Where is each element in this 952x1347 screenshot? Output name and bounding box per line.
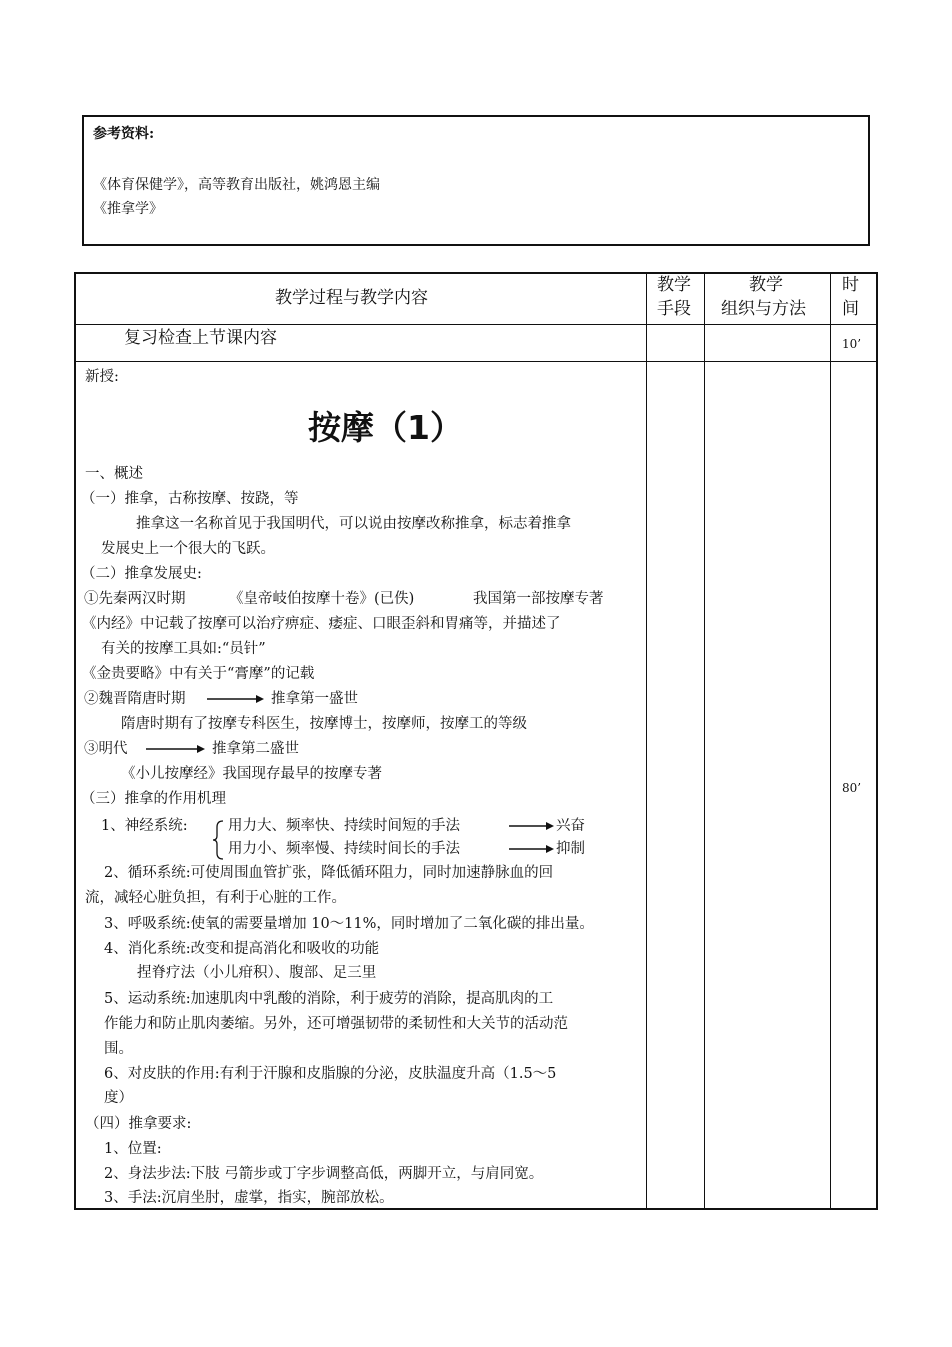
lesson-line: 推拿这一名称首见于我国明代，可以说由按摩改称推拿，标志着推拿 — [136, 516, 571, 532]
lesson-line: （四）推拿要求: — [85, 1116, 192, 1132]
lesson-line: 推拿第二盛世 — [212, 741, 299, 757]
arrow-icon — [509, 820, 555, 832]
lesson-line: 1、位置: — [104, 1141, 162, 1157]
lesson-line: 用力小、频率慢、持续时间长的手法 — [228, 841, 460, 857]
lesson-line: 抑制 — [556, 841, 585, 857]
lesson-intro: 新授: — [85, 369, 119, 385]
lesson-line: 5、运动系统:加速肌肉中乳酸的消除，利于疲劳的消除，提高肌肉的工 — [104, 991, 554, 1007]
header-content: 教学过程与教学内容 — [275, 288, 428, 308]
lesson-line: 度） — [104, 1090, 133, 1106]
arrow-icon — [207, 693, 265, 705]
review-time: 10’ — [842, 337, 862, 351]
lesson-line: （二）推拿发展史: — [81, 566, 202, 582]
header-org-line2: 组织与方法 — [721, 299, 806, 319]
lesson-line: 4、消化系统:改变和提高消化和吸收的功能 — [104, 941, 380, 957]
lesson-line: ③明代 — [84, 741, 128, 757]
lesson-line: （三）推拿的作用机理 — [81, 791, 226, 807]
lesson-line: 捏脊疗法（小儿疳积）、腹部、足三里 — [137, 965, 377, 981]
lesson-line: 2、身法步法:下肢 弓箭步或丁字步调整高低，两脚开立，与肩同宽。 — [104, 1166, 544, 1182]
lesson-line: ②魏晋隋唐时期 — [84, 691, 186, 707]
brace-icon — [213, 819, 225, 861]
lesson-line: 2、循环系统:可使周围血管扩张，降低循环阻力，同时加速静脉血的回 — [104, 865, 554, 881]
lesson-line: 1、神经系统: — [101, 818, 188, 834]
lesson-line: 3、呼吸系统:使氧的需要量增加 10～11%，同时增加了二氧化碳的排出量。 — [104, 916, 594, 932]
lesson-line: 流，减轻心脏负担，有利于心脏的工作。 — [85, 890, 346, 906]
lesson-line: 推拿第一盛世 — [271, 691, 358, 707]
lesson-line: 发展史上一个很大的飞跃。 — [101, 541, 275, 557]
lesson-line: 一、概述 — [85, 466, 143, 482]
header-means-line1: 教学 — [657, 275, 691, 295]
reference-item: 《推拿学》 — [93, 201, 163, 217]
lesson-line: 《金贵要略》中有关于“膏摩”的记载 — [82, 666, 315, 682]
header-time-line2: 间 — [842, 299, 859, 319]
lesson-line: 《皇帝岐伯按摩十卷》(已佚) — [229, 591, 415, 607]
lesson-line: 《小儿按摩经》我国现存最早的按摩专著 — [121, 766, 382, 782]
lesson-line: ①先秦两汉时期 — [84, 591, 186, 607]
lesson-line: （一）推拿，古称按摩、按跷，等 — [81, 491, 299, 507]
lesson-time: 80’ — [842, 781, 862, 795]
lesson-line: 隋唐时期有了按摩专科医生，按摩博士，按摩师，按摩工的等级 — [121, 716, 527, 732]
lesson-title: 按摩（1） — [308, 408, 463, 447]
review-text: 复习检查上节课内容 — [124, 328, 277, 348]
reference-title: 参考资料: — [93, 126, 155, 142]
lesson-line: 有关的按摩工具如:“员针” — [101, 641, 266, 657]
header-org-line1: 教学 — [749, 275, 783, 295]
lesson-line: 围。 — [104, 1041, 133, 1057]
lesson-line: 我国第一部按摩专著 — [473, 591, 604, 607]
reference-box — [82, 115, 870, 246]
lesson-line: 6、对皮肤的作用:有利于汗腺和皮脂腺的分泌，皮肤温度升高（1.5～5 — [104, 1066, 557, 1082]
arrow-icon — [509, 843, 555, 855]
reference-item: 《体育保健学》，高等教育出版社，姚鸿恩主编 — [93, 177, 380, 193]
header-time-line1: 时 — [842, 275, 859, 295]
lesson-line: 《内经》中记载了按摩可以治疗痹症、痿症、口眼歪斜和胃痛等，并描述了 — [82, 616, 561, 632]
lesson-line: 作能力和防止肌肉萎缩。另外，还可增强韧带的柔韧性和大关节的活动范 — [104, 1016, 568, 1032]
lesson-line: 兴奋 — [556, 818, 585, 834]
arrow-icon — [146, 743, 206, 755]
header-means-line2: 手段 — [657, 299, 691, 319]
lesson-line: 用力大、频率快、持续时间短的手法 — [228, 818, 460, 834]
lesson-line: 3、手法:沉肩坐肘，虚掌，指实，腕部放松。 — [104, 1190, 394, 1206]
teaching-table — [74, 272, 878, 1210]
